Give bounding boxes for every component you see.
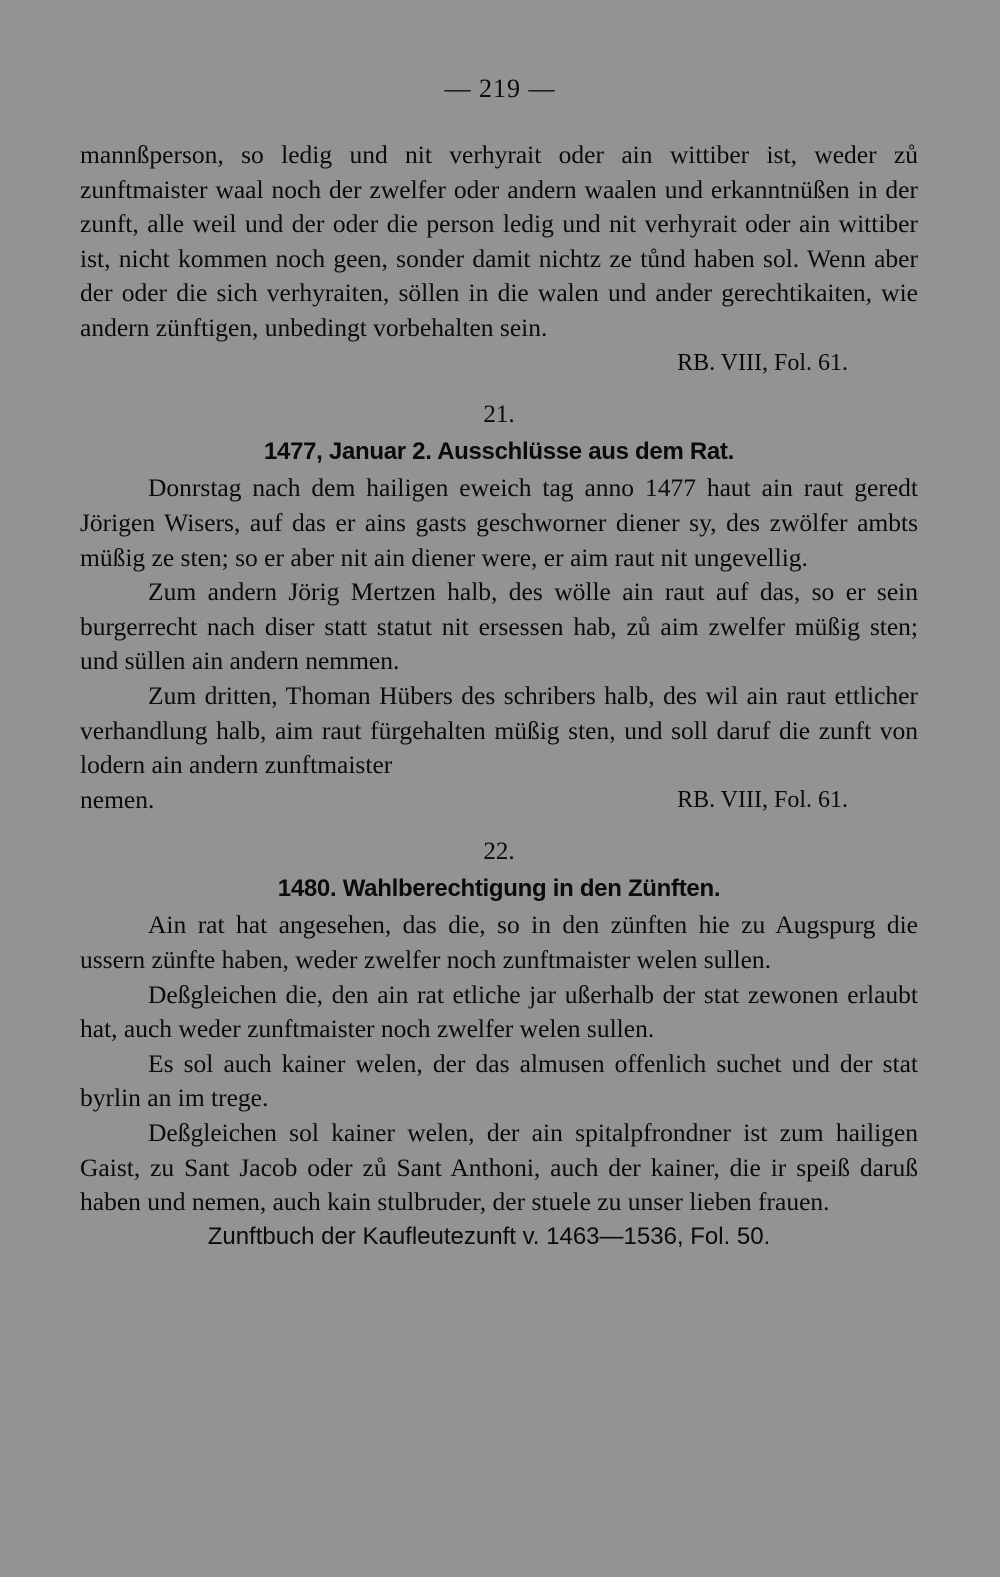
paragraph: Zum dritten, Thoman Hübers des schribers halb, des wil ain raut ettlicher verhandlung halb, aim raut fürgehalten müßig sten, und soll daruf die zunft von lodern ain andern zunftmaister: [80, 680, 918, 780]
paragraph: Ain rat hat angesehen, das die, so in den zünften hie zu Augspurg die ussern zünfte haben, weder zwelfer noch zunftmaister welen sullen.: [80, 910, 918, 975]
paragraph: Zum andern Jörig Mertzen halb, des wölle ain raut auf das, so er sein burgerrecht nach diser statt statut nit ersessen hab, zů aim zwelfer müßig sten; und süllen ain andern nemmen.: [80, 577, 918, 676]
section-title: 1480. Wahlberechtigung in den Zünften.: [277, 874, 721, 902]
paragraph: Deßgleichen sol kainer welen, der ain spitalpfrondner ist zum hailigen Gaist, zu Sant Jacob oder zů Sant Anthoni, auch der kainer, die ir speiß daruß haben und nemen, auch kain stulbruder, der stuele zu unser lieben frauen.: [80, 1118, 918, 1217]
paragraph-continuation: mannßperson, so ledig und nit verhyrait oder ain wittiber ist, weder zů zunftmaister waal noch der zwelfer oder andern waalen und erkanntnüßen in der zunft, alle weil und der oder die person ledig und nit verhyrait oder ain wittiber ist, nicht kommen noch geen, sonder damit nichtz ze tůnd haben sol. Wenn aber der oder die sich verhyraiten, söllen in die walen und ander gerechtikaiten, wie andern zünftigen, unbedingt vorbehalten sein.: [80, 140, 918, 342]
section-title: 1477, Januar 2. Ausschlüsse aus dem Rat.: [263, 437, 734, 465]
source-reference: Zunftbuch der Kaufleutezunft v. 1463—1536, Fol. 50.: [207, 1222, 771, 1250]
paragraph-final-line: [80, 783, 918, 818]
paragraph: Donrstag nach dem hailigen eweich tag anno 1477 haut ain raut geredt Jörigen Wisers, auf das er ains gasts geschworner diener sy, des zwölfer ambts müßig ze sten; so er aber nit ain diener were, er aim raut nit ungevellig.: [80, 473, 918, 572]
paragraph: Deßgleichen die, den ain rat etliche jar ußerhalb der stat zewonen erlaubt hat, auch weder zunftmaister noch zwelfer welen sullen.: [80, 979, 918, 1044]
source-reference: RB. VIII, Fol. 61.: [677, 349, 848, 376]
paragraph: Es sol auch kainer welen, der das almusen offenlich suchet und der stat byrlin an im trege.: [80, 1048, 918, 1113]
source-reference: RB. VIII, Fol. 61.: [677, 786, 848, 813]
section-number: 21.: [483, 401, 515, 429]
page-number: — 219 —: [444, 74, 556, 103]
page-body: [80, 138, 918, 1254]
paragraph-last-word: nemen.: [80, 784, 155, 814]
section-number: 22.: [483, 838, 515, 866]
